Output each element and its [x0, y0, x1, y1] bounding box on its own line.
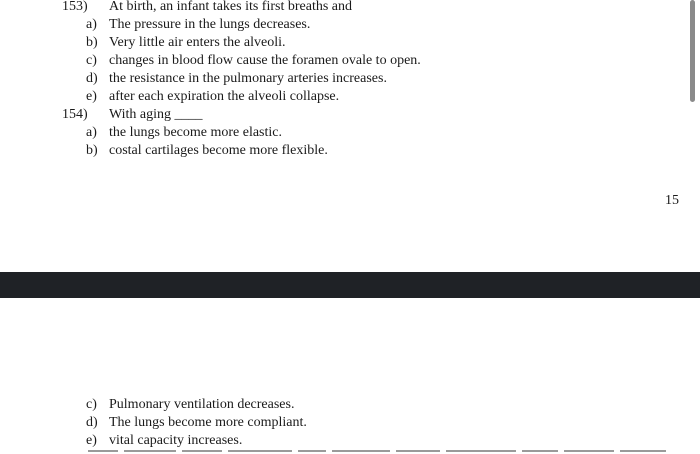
option-text: Pulmonary ventilation decreases. [109, 397, 295, 412]
option-text: changes in blood flow cause the foramen ovale to open. [109, 53, 421, 68]
option-letter: c) [86, 397, 97, 412]
cut-off-text-line [88, 450, 678, 454]
option-text: costal cartilages become more flexible. [109, 143, 328, 158]
option-letter: b) [86, 143, 98, 158]
option-letter: e) [86, 433, 97, 448]
page-bottom [0, 298, 700, 454]
option-letter: b) [86, 35, 98, 50]
option-letter: a) [86, 125, 97, 140]
option-text: the lungs become more elastic. [109, 125, 282, 140]
question-stem: At birth, an infant takes its first breaths and [109, 0, 352, 14]
option-letter: d) [86, 71, 98, 86]
option-text: the resistance in the pulmonary arteries increases. [109, 71, 387, 86]
option-letter: e) [86, 89, 97, 104]
option-text: The pressure in the lungs decreases. [109, 17, 311, 32]
question-number: 154) [62, 107, 88, 122]
option-text: The lungs become more compliant. [109, 415, 307, 430]
question-number: 153) [62, 0, 88, 14]
option-text: Very little air enters the alveoli. [109, 35, 286, 50]
option-letter: d) [86, 415, 98, 430]
option-text: vital capacity increases. [109, 433, 243, 448]
option-text: after each expiration the alveoli collapse. [109, 89, 340, 104]
option-letter: a) [86, 17, 97, 32]
page-number: 15 [665, 193, 679, 208]
scrollbar-thumb[interactable] [690, 0, 695, 102]
option-letter: c) [86, 53, 97, 68]
question-stem: With aging ____ [109, 107, 203, 122]
page-separator [0, 272, 700, 298]
